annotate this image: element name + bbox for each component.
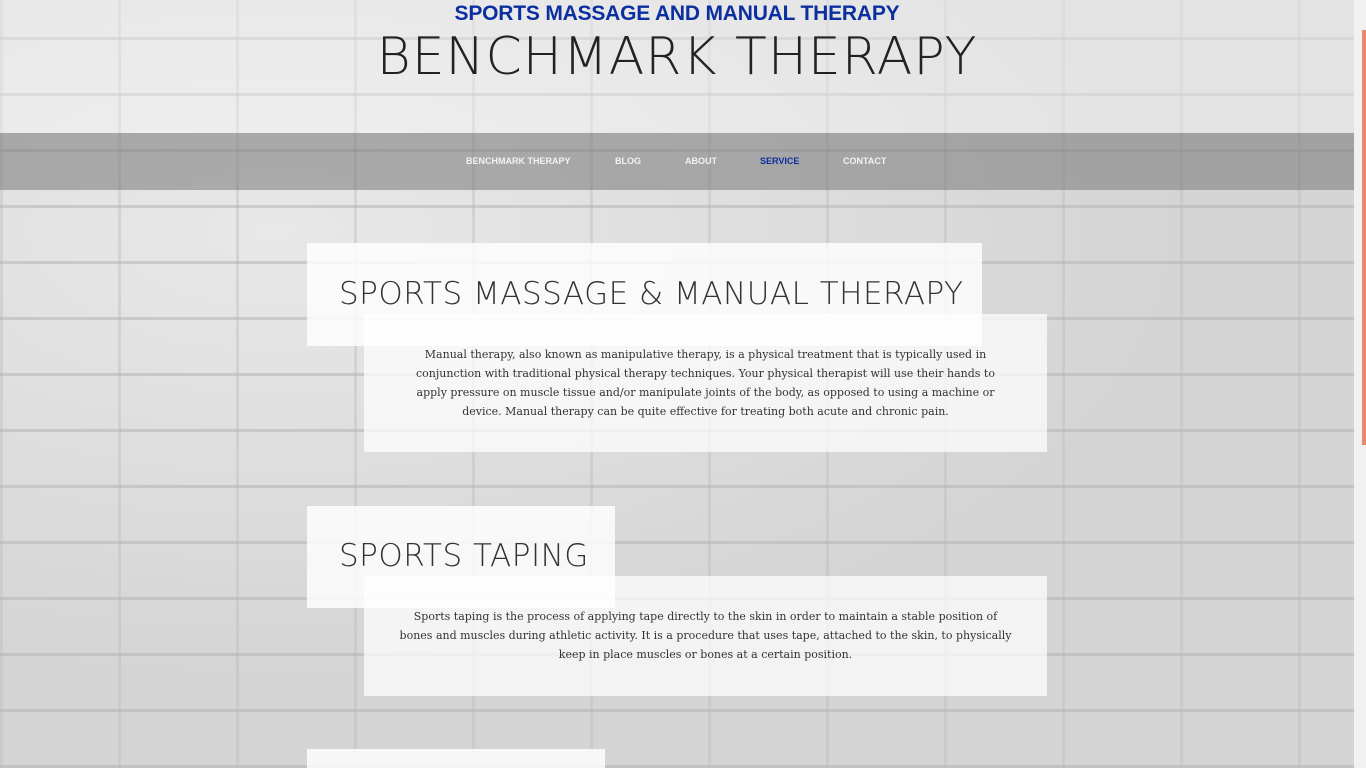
nav-item-contact[interactable]: CONTACT: [843, 156, 887, 166]
service-title: SPORTS MASSAGE & MANUAL THERAPY: [339, 276, 964, 312]
service-description: Sports taping is the process of applying tape directly to the skin in order to maintain a stable position of bones and muscles during athletic activity. It is a procedure that uses tape, attached to the skin, to physically keep in place muscles or bones at a certain position.: [399, 610, 1012, 661]
service-description-box: [364, 314, 1047, 452]
nav-item-benchmark-therapy[interactable]: BENCHMARK THERAPY: [466, 156, 571, 166]
site-tagline: SPORTS MASSAGE AND MANUAL THERAPY: [454, 2, 900, 25]
scrollbar-thumb[interactable]: [1362, 30, 1366, 445]
service-title-box-partial: [307, 749, 605, 768]
nav-item-service[interactable]: SERVICE: [760, 156, 800, 166]
site-title[interactable]: BENCHMARK THERAPY: [376, 27, 978, 87]
nav-item-about[interactable]: ABOUT: [685, 156, 717, 166]
nav-item-blog[interactable]: BLOG: [615, 156, 641, 166]
service-description-box: [364, 576, 1047, 696]
main-navigation: [0, 133, 1354, 190]
service-title: SPORTS TAPING: [339, 538, 589, 574]
service-description: Manual therapy, also known as manipulative therapy, is a physical treatment that is typically used in conjunction with traditional physical therapy techniques. Your physical therapist will use their hands to apply pressure on muscle tissue and/or manipulate joints of the body, as opposed to using a machine or device. Manual therapy can be quite effective for treating both acute and chronic pain.: [416, 348, 995, 418]
site-header: [0, 0, 1354, 133]
